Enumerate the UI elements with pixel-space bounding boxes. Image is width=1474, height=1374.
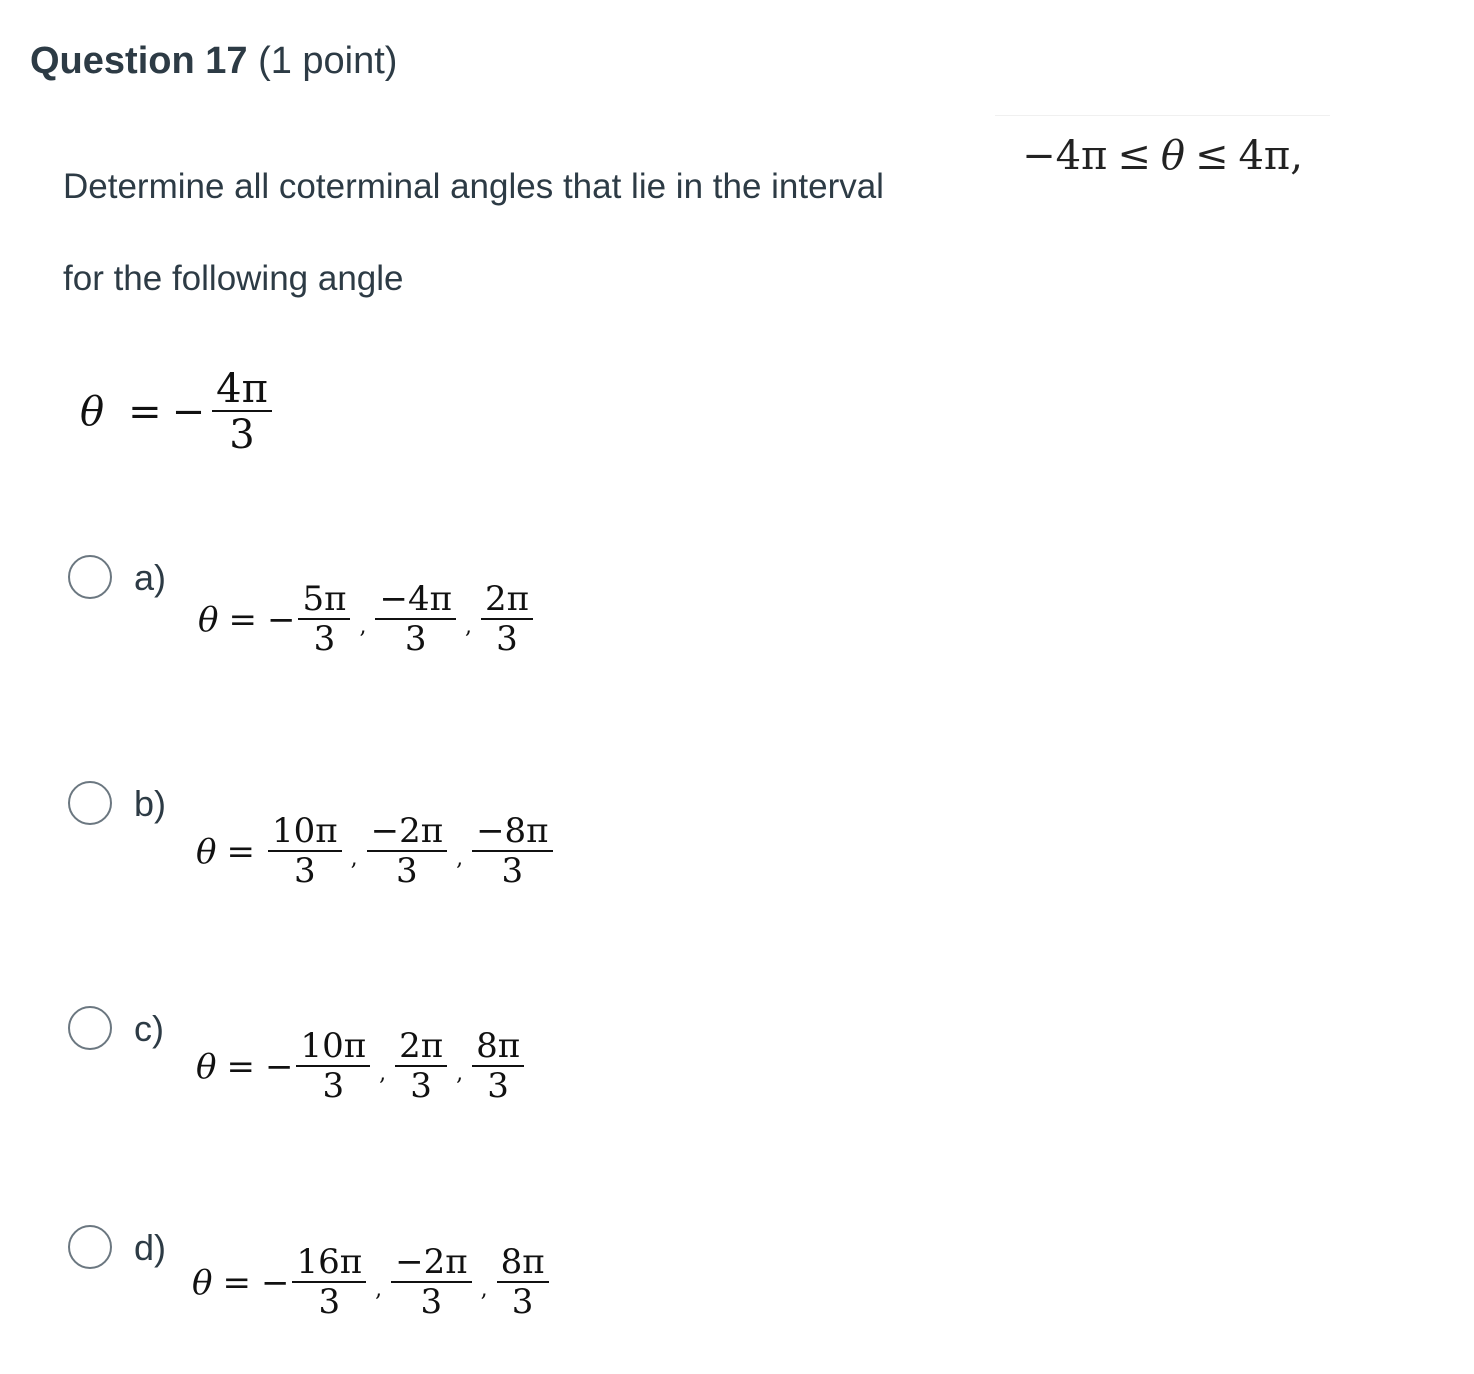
option-c-fraction-2 xyxy=(395,1026,447,1106)
option-a-letter: a) xyxy=(134,557,167,598)
given-denominator: 3 xyxy=(212,410,272,456)
option-d-den-1: 3 xyxy=(292,1281,366,1321)
option-b-radio[interactable] xyxy=(68,781,112,825)
interval-right: 4π, xyxy=(1238,133,1303,179)
option-a-comma-1: , xyxy=(359,614,367,640)
option-b-comma-2: , xyxy=(456,846,464,872)
option-a-expression xyxy=(198,579,536,659)
option-d-comma-1: , xyxy=(375,1277,383,1303)
option-b-fraction-3 xyxy=(472,811,552,891)
option-b-comma-1: , xyxy=(350,846,358,872)
interval-expression xyxy=(995,115,1330,196)
option-a-num-1: 5π xyxy=(302,579,347,619)
option-a-radio[interactable] xyxy=(68,555,112,599)
option-c-radio[interactable] xyxy=(68,1006,112,1050)
option-c-equals: = xyxy=(226,1046,255,1087)
option-c-den-1: 3 xyxy=(296,1065,370,1105)
option-d-expression xyxy=(192,1242,552,1322)
option-a-sign: − xyxy=(266,599,296,640)
option-a[interactable] xyxy=(68,555,768,675)
option-a-fraction-1 xyxy=(298,579,350,659)
option-b-num-1: 10π xyxy=(271,811,338,851)
given-equals: = xyxy=(128,389,162,435)
option-d[interactable] xyxy=(68,1225,768,1345)
option-d-comma-2: , xyxy=(480,1277,488,1303)
option-d-var: θ xyxy=(192,1262,213,1303)
option-c-fraction-1 xyxy=(296,1026,370,1106)
option-c-letter: c) xyxy=(134,1008,164,1049)
option-c-num-1: 10π xyxy=(300,1026,367,1066)
given-var: θ xyxy=(80,389,105,435)
option-d-den-3: 3 xyxy=(497,1281,549,1321)
option-d-fraction-2 xyxy=(391,1242,471,1322)
option-b-fraction-1 xyxy=(268,811,342,891)
option-b-fraction-2 xyxy=(367,811,447,891)
option-a-num-2: −4π xyxy=(379,579,452,619)
option-c-comma-2: , xyxy=(456,1061,464,1087)
option-c-comma-1: , xyxy=(379,1061,387,1087)
question-title xyxy=(30,40,397,83)
option-b-var: θ xyxy=(196,831,217,872)
option-d-equals: = xyxy=(222,1262,251,1303)
option-a-comma-2: , xyxy=(464,614,472,640)
interval-le-1: ≤ xyxy=(1117,133,1151,179)
option-d-num-1: 16π xyxy=(296,1242,363,1282)
option-b[interactable] xyxy=(68,781,768,901)
given-numerator: 4π xyxy=(216,366,268,412)
question-points: (1 point) xyxy=(258,40,398,82)
interval-var: θ xyxy=(1160,133,1185,179)
option-b-letter: b) xyxy=(134,783,167,824)
option-d-letter: d) xyxy=(134,1227,167,1268)
option-b-den-1: 3 xyxy=(268,850,342,890)
option-a-fraction-2 xyxy=(375,579,455,659)
option-a-equals: = xyxy=(228,599,257,640)
option-b-num-2: −2π xyxy=(370,811,444,851)
option-c[interactable] xyxy=(68,1006,768,1126)
option-d-sign: − xyxy=(260,1262,290,1303)
option-c-var: θ xyxy=(196,1046,217,1087)
option-d-num-3: 8π xyxy=(500,1242,545,1282)
option-c-fraction-3 xyxy=(472,1026,524,1106)
option-c-num-3: 8π xyxy=(476,1026,521,1066)
prompt-line-2: for the following angle xyxy=(63,259,404,298)
option-a-num-3: 2π xyxy=(484,579,529,619)
given-fraction xyxy=(212,368,272,456)
option-b-den-2: 3 xyxy=(367,850,447,890)
interval-le-2: ≤ xyxy=(1194,133,1229,179)
option-a-den-3: 3 xyxy=(481,618,533,658)
option-d-den-2: 3 xyxy=(391,1281,471,1321)
option-b-expression xyxy=(196,811,556,891)
option-a-den-1: 3 xyxy=(298,618,350,658)
option-b-num-3: −8π xyxy=(476,811,549,851)
option-b-den-3: 3 xyxy=(472,850,552,890)
option-c-num-2: 2π xyxy=(399,1026,444,1066)
option-c-sign: − xyxy=(264,1046,294,1087)
option-d-num-2: −2π xyxy=(395,1242,468,1282)
option-a-den-2: 3 xyxy=(375,618,455,658)
interval-left: −4π xyxy=(1022,133,1108,179)
option-a-fraction-3 xyxy=(481,579,533,659)
option-d-fraction-1 xyxy=(292,1242,366,1322)
option-a-var: θ xyxy=(198,599,219,640)
option-b-equals: = xyxy=(226,831,255,872)
option-c-den-3: 3 xyxy=(472,1065,524,1105)
given-sign: − xyxy=(171,389,206,435)
option-d-fraction-3 xyxy=(497,1242,549,1322)
question-number: Question 17 xyxy=(30,40,248,82)
option-d-radio[interactable] xyxy=(68,1225,112,1269)
given-angle xyxy=(80,368,275,456)
option-c-den-2: 3 xyxy=(395,1065,447,1105)
option-c-expression xyxy=(196,1026,527,1106)
prompt-line-1: Determine all coterminal angles that lie in the interval xyxy=(63,167,884,206)
